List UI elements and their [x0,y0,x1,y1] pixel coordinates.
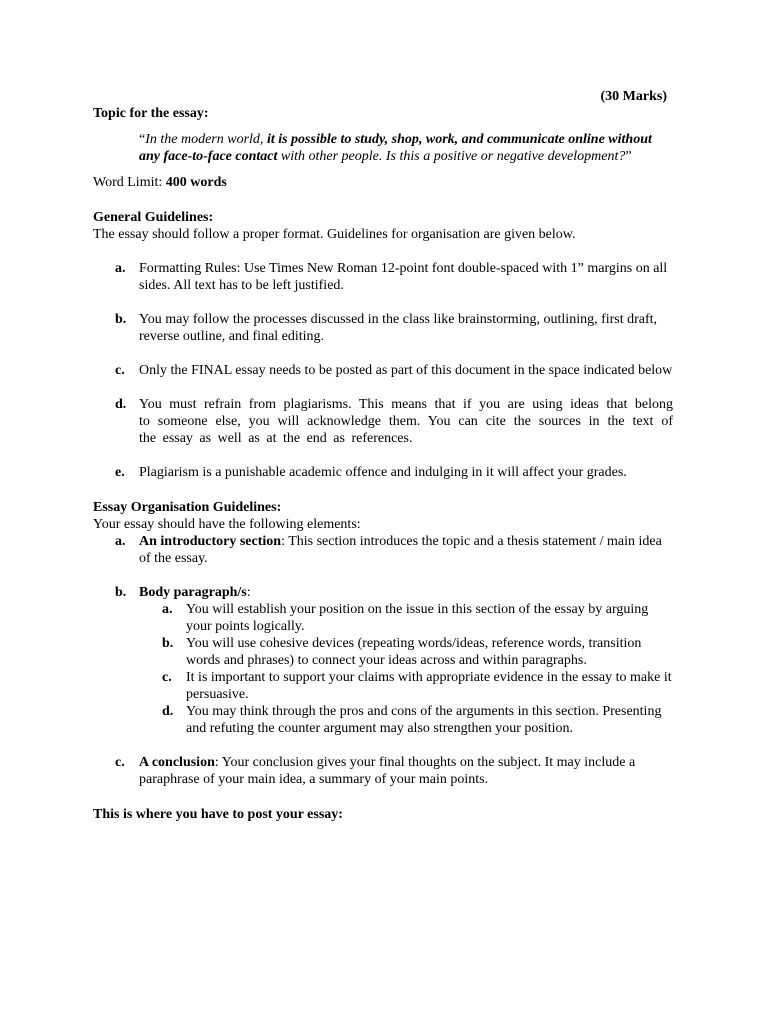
list-item-letter: a. [115,534,126,549]
list-item-letter: a. [115,261,126,276]
list-item-letter: e. [115,465,125,480]
body-paragraph-sublist [139,601,673,737]
close-quote: ” [625,149,632,164]
general-guidelines-heading: General Guidelines: [93,210,214,225]
word-limit-value: 400 words [165,175,227,190]
list-item [93,396,673,447]
sublist-item-text: It is important to support your claims with appropriate evidence in the essay to make it persuasive. [186,670,672,702]
sublist-item-letter: d. [162,704,174,719]
sublist-item-letter: c. [162,670,172,685]
list-item-text: You may follow the processes discussed in the class like brainstorming, outlining, first draft, reverse outline, and final editing. [139,312,658,344]
essay-topic-quote [139,131,669,165]
body-paragraph-colon: : [246,585,251,600]
list-item [93,533,673,567]
list-item-letter: b. [115,585,127,600]
sublist-item-letter: a. [162,602,173,617]
list-item [93,362,673,379]
topic-part-3: with other people. Is this a positive or negative development? [277,149,626,164]
list-item-text: Only the FINAL essay needs to be posted as part of this document in the space indicated below [139,363,673,378]
list-item-letter: c. [115,363,125,378]
sublist-item [139,635,673,669]
topic-part-2: it is possible to study, shop, work, and communicate online without any face-to-face contact [139,132,652,164]
topic-label: Topic for the essay: [93,106,209,121]
sublist-item [139,601,673,635]
list-item-letter: b. [115,312,127,327]
list-item-letter: c. [115,755,125,770]
list-item [93,260,673,294]
sublist-item-letter: b. [162,636,174,651]
general-guidelines-intro: The essay should follow a proper format. Guidelines for organisation are given below. [93,227,576,242]
introduction-text: : This section introduces the topic and a thesis statement / main idea of the essay. [139,534,662,566]
list-item-text: Plagiarism is a punishable academic offence and indulging in it will affect your grades. [139,465,627,480]
conclusion-text: : Your conclusion gives your final thoughts on the subject. It may include a paraphrase of your main idea, a summary of your main points. [139,755,636,787]
sublist-item [139,669,673,703]
post-essay-heading: This is where you have to post your essay: [93,807,343,822]
list-item [93,754,673,788]
sublist-item-text: You will establish your position on the issue in this section of the essay by arguing your points logically. [186,602,649,634]
word-limit [93,174,673,191]
organisation-heading: Essay Organisation Guidelines: [93,500,282,515]
list-item [93,311,673,345]
conclusion-title: A conclusion [139,755,215,770]
general-guidelines-list [93,260,673,481]
list-item-text: Formatting Rules: Use Times New Roman 12-point font double-spaced with 1” margins on all sides. All text has to be left justified. [139,261,668,293]
list-item [93,464,673,481]
list-item-text: You must refrain from plagiarisms. This means that if you are using ideas that belong to someone else, you will acknowledge them. You can cite the sources in the text of the essay as well as at the end as references. [139,397,673,446]
body-paragraph-title: Body paragraph/s [139,585,247,600]
list-item [93,584,673,737]
list-item-letter: d. [115,397,127,412]
organisation-intro: Your essay should have the following elements: [93,517,361,532]
sublist-item [139,703,673,737]
sublist-item-text: You will use cohesive devices (repeating words/ideas, reference words, transition words and phrases) to connect your ideas across and within paragraphs. [186,636,642,668]
topic-part-1: In the modern world, [145,132,267,147]
organisation-list [93,533,673,788]
sublist-item-text: You may think through the pros and cons of the arguments in this section. Presenting and refuting the counter argument may also strengthen your position. [186,704,662,736]
document-page [93,88,673,823]
marks-label: (30 Marks) [600,89,667,104]
introduction-title: An introductory section [139,534,282,549]
word-limit-label: Word Limit: [93,175,166,190]
open-quote: “ [139,132,146,147]
